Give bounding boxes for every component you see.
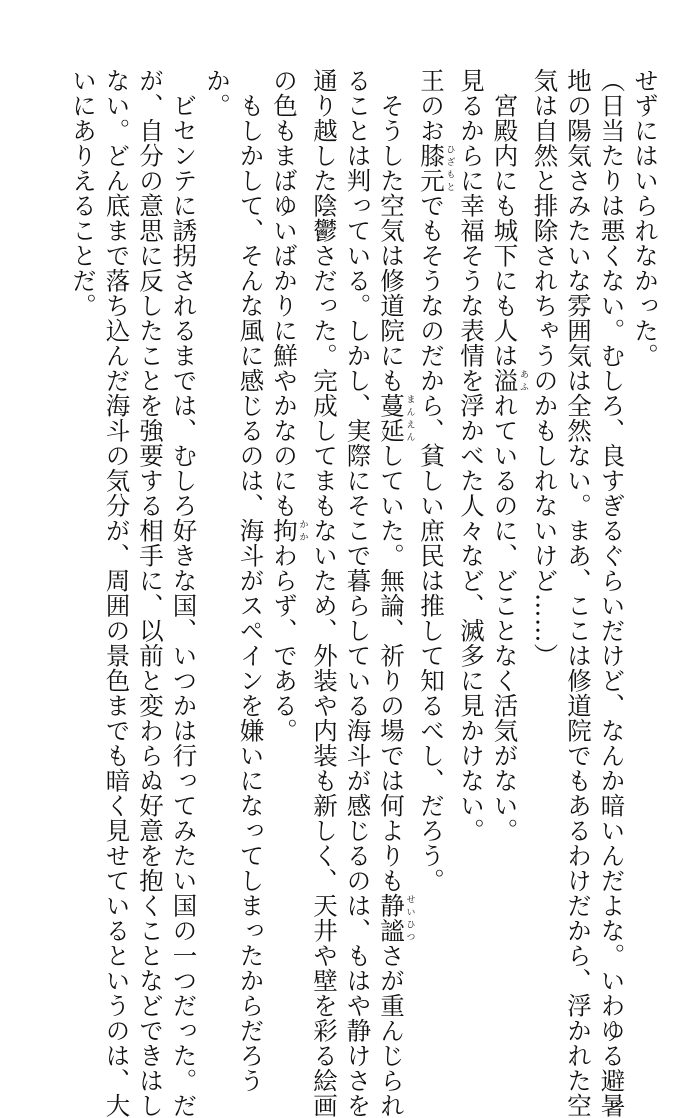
text-line	[488, 68, 528, 973]
text-line: ない。どん底まで落ち込んだ海斗の気分が、周囲の景色までも暗く見せているというのは、大	[102, 68, 132, 1118]
ruby-reading: かか	[297, 518, 308, 543]
ruby-hizamoto	[417, 143, 455, 193]
ruby-seihitsu	[377, 893, 415, 943]
ruby-base: 拘	[270, 518, 299, 543]
text-segment: していた。無論、祈りの場では何よりも	[377, 443, 406, 893]
text-segment: れているのに、どことなく活気がない。	[490, 393, 520, 843]
text-line: か。	[203, 68, 232, 118]
ruby-reading: ひざもと	[444, 143, 455, 193]
ruby-kaka	[270, 518, 308, 543]
vertical-text-body	[67, 68, 663, 1118]
text-segment: わらず、である。	[270, 543, 299, 743]
text-segment: さが重んじられ	[377, 943, 406, 1118]
text-line: ビセンテに誘拐されるまでは、むしろ好きな国、いつかは行ってみたい国の一つだった。だ	[169, 68, 199, 1118]
ruby-reading: せいひつ	[404, 893, 415, 943]
text-segment: 王のお	[417, 68, 446, 143]
ruby-base: 静謐	[377, 893, 406, 943]
ruby-base: 蔓延	[377, 393, 406, 443]
text-line	[415, 68, 455, 973]
text-line: （日当たりは悪くない。むしろ、良すぎるぐらいだけど、なんか暗いんだよな。いわゆる避暑	[597, 68, 627, 1118]
text-segment: そうした空気は修道院にも	[377, 68, 406, 393]
text-line: いにありえることだ。	[69, 68, 98, 318]
text-line: もしかして、そんな風に感じるのは、海斗がスペインを嫌いになってしまったからだろう	[236, 68, 266, 1093]
text-line: せずにはいられなかった。	[631, 68, 660, 368]
text-segment: でもそうなのだから、貧しい庶民は推して知るべし、だろう。	[417, 193, 446, 893]
text-segment: の色もまばゆいばかりに鮮やかなのにも	[270, 68, 299, 518]
text-line: 地の陽気さみたいな雰囲気は全然ない。まあ、ここは修道院でもあるわけだから、浮かれた空	[564, 68, 593, 1118]
text-line: 通り越した陰鬱さだった。完成してまもないため、外装や内装も新しく、天井や壁を彩る絵画	[310, 68, 339, 1118]
text-line: 気は自然と排除されちゃうのかもしれないけど……）	[530, 68, 560, 668]
text-line: ることは判っている。しかし、実際にそこで暮らしている海斗が感じるのは、もはや静けさを	[343, 68, 373, 1118]
text-line: が、自分の意思に反したことを強要する相手に、以前と変わらぬ好意を抱くことなどできはし	[136, 68, 165, 1118]
ruby-man-en	[377, 393, 415, 443]
ruby-reading: あふ	[518, 368, 528, 393]
text-line: 見るからに幸福そうな表情を浮かべた人々など、滅多に見かけない。	[457, 68, 486, 843]
ruby-afure	[490, 368, 528, 393]
text-line	[268, 68, 308, 973]
ruby-reading: まんえん	[404, 393, 415, 443]
text-line	[375, 68, 415, 1118]
text-segment: 宮殿内にも城下にも人は	[490, 68, 520, 368]
ruby-base: 膝元	[417, 143, 446, 193]
ruby-base: 溢	[490, 368, 520, 393]
